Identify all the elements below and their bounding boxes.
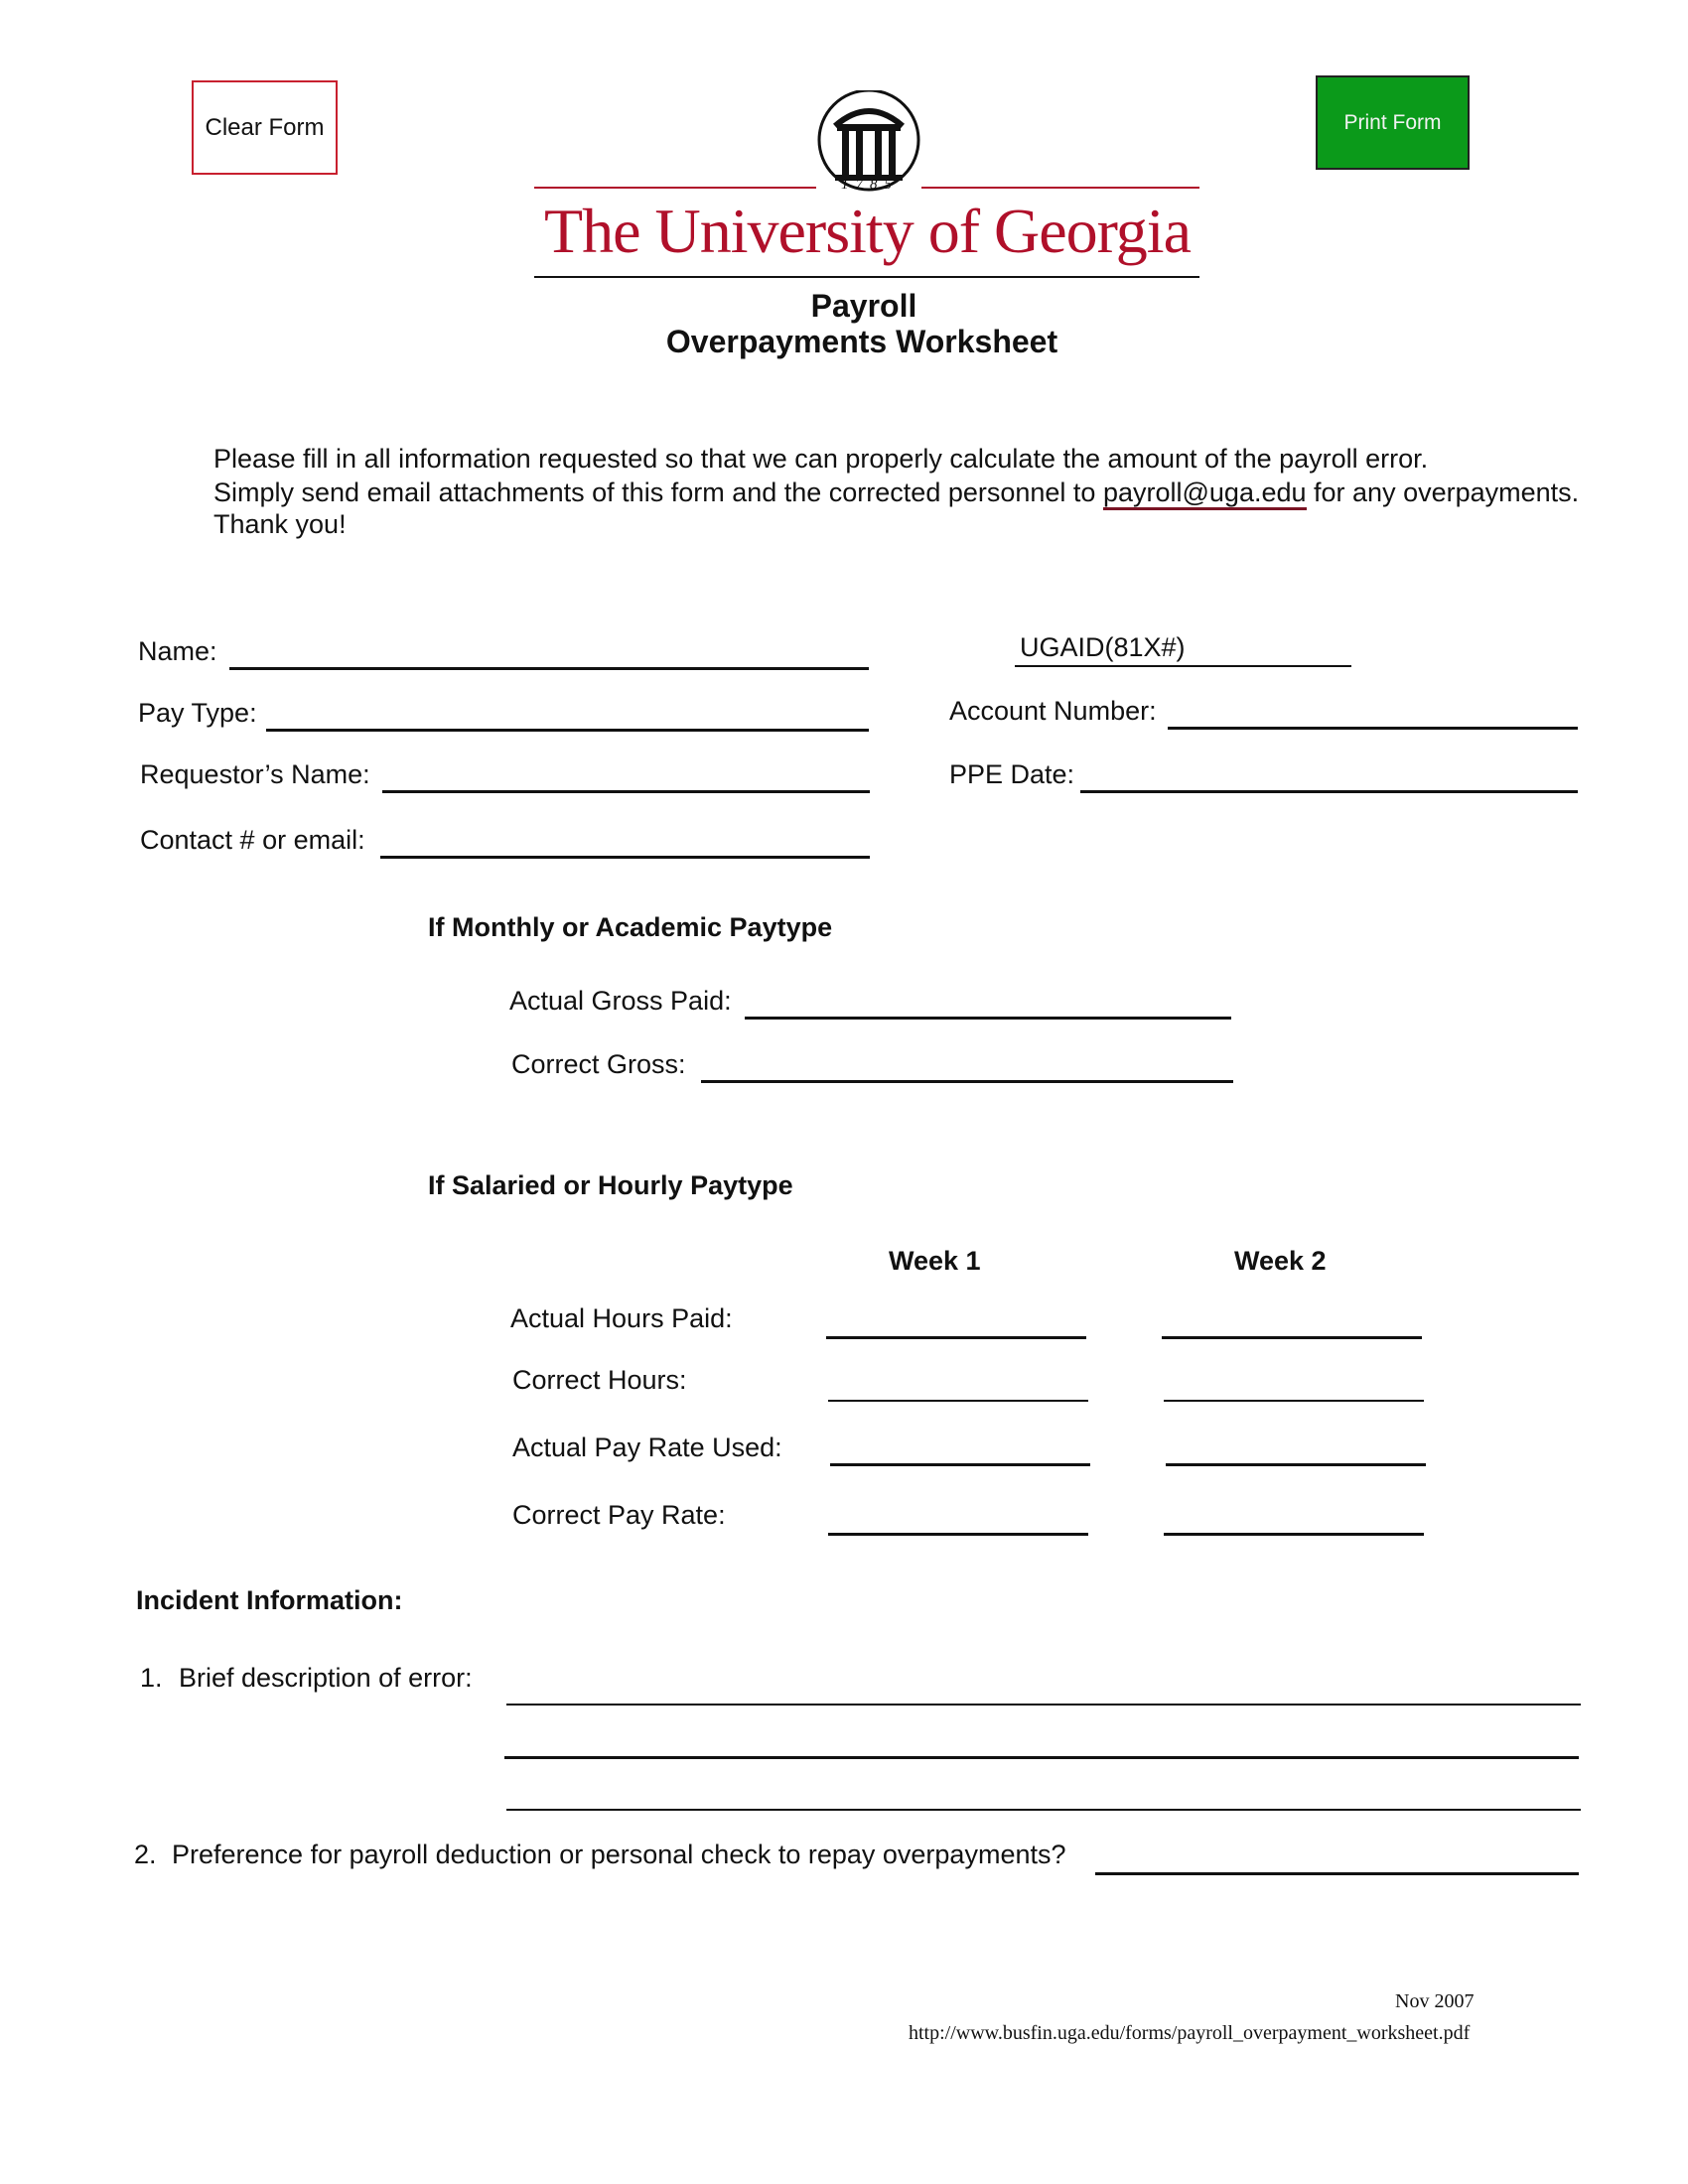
logo-year: 1785 — [841, 177, 899, 193]
error-description-line-1[interactable] — [506, 1704, 1581, 1706]
week1-header: Week 1 — [889, 1246, 981, 1276]
print-form-button[interactable]: Print Form — [1316, 75, 1470, 170]
contact-label: Contact # or email: — [140, 825, 365, 855]
q2-number: 2. — [134, 1840, 157, 1869]
incident-heading: Incident Information: — [136, 1585, 403, 1615]
ppe-date-label: PPE Date: — [949, 759, 1075, 789]
page-subtitle: Overpayments Worksheet — [665, 324, 1058, 359]
q1-number: 1. — [140, 1663, 163, 1693]
monthly-heading: If Monthly or Academic Paytype — [428, 912, 833, 942]
footer-date: Nov 2007 — [1395, 1990, 1475, 2012]
footer-url: http://www.busfin.uga.edu/forms/payroll_overpayment_worksheet.pdf — [909, 2022, 1471, 2044]
ugaid-label: UGAID(81X#) — [1020, 632, 1186, 662]
page-title: Payroll — [810, 288, 917, 324]
error-description-line-2[interactable] — [504, 1756, 1579, 1759]
ugaid-field[interactable] — [1015, 665, 1351, 667]
actual-hours-week1-field[interactable] — [826, 1336, 1086, 1339]
account-number-label: Account Number: — [949, 696, 1157, 726]
intro-text-before: Simply send email attachments of this form and the corrected personnel to — [213, 478, 1096, 507]
repayment-preference-field[interactable] — [1095, 1872, 1579, 1875]
correct-hours-week2-field[interactable] — [1164, 1400, 1424, 1402]
correct-rate-week2-field[interactable] — [1164, 1533, 1424, 1536]
actual-gross-label: Actual Gross Paid: — [509, 986, 732, 1016]
logo-rule-left — [534, 187, 816, 189]
intro-line-3: Thank you! — [213, 509, 347, 539]
q2-label: Preference for payroll deduction or personal check to repay overpayments? — [172, 1840, 1066, 1869]
actual-gross-field[interactable] — [745, 1017, 1231, 1020]
name-label: Name: — [138, 636, 217, 666]
intro-line-1: Please fill in all information requested so that we can properly calculate the amount of the payroll error. — [213, 444, 1429, 474]
clear-form-button[interactable]: Clear Form — [192, 80, 338, 175]
logo-underline — [534, 276, 1199, 278]
correct-gross-label: Correct Gross: — [511, 1049, 686, 1079]
name-field[interactable] — [229, 667, 869, 670]
logo-rule-right — [921, 187, 1199, 189]
requestor-name-label: Requestor’s Name: — [140, 759, 370, 789]
actual-rate-week2-field[interactable] — [1166, 1463, 1426, 1466]
correct-rate-week1-field[interactable] — [828, 1533, 1088, 1536]
actual-hours-week2-field[interactable] — [1162, 1336, 1422, 1339]
error-description-line-3[interactable] — [506, 1809, 1581, 1811]
requestor-name-field[interactable] — [382, 790, 870, 793]
actual-rate-week1-field[interactable] — [830, 1463, 1090, 1466]
salaried-heading: If Salaried or Hourly Paytype — [428, 1170, 793, 1200]
correct-hours-week1-field[interactable] — [828, 1400, 1088, 1402]
email-link[interactable]: payroll@uga.edu — [1103, 478, 1307, 510]
intro-line-2 — [213, 477, 1579, 508]
week2-header: Week 2 — [1234, 1246, 1327, 1276]
pay-type-label: Pay Type: — [138, 698, 257, 728]
actual-hours-label: Actual Hours Paid: — [510, 1303, 733, 1333]
pay-type-field[interactable] — [266, 729, 869, 732]
ppe-date-field[interactable] — [1080, 790, 1578, 793]
correct-gross-field[interactable] — [701, 1080, 1233, 1083]
logo-wordmark: The University of Georgia — [544, 196, 1191, 266]
correct-hours-label: Correct Hours: — [512, 1365, 687, 1395]
actual-rate-label: Actual Pay Rate Used: — [512, 1433, 782, 1462]
contact-field[interactable] — [380, 856, 870, 859]
account-number-field[interactable] — [1168, 727, 1578, 730]
intro-text-after: for any overpayments. — [1314, 478, 1580, 507]
q1-label: Brief description of error: — [179, 1663, 473, 1693]
correct-rate-label: Correct Pay Rate: — [512, 1500, 726, 1530]
